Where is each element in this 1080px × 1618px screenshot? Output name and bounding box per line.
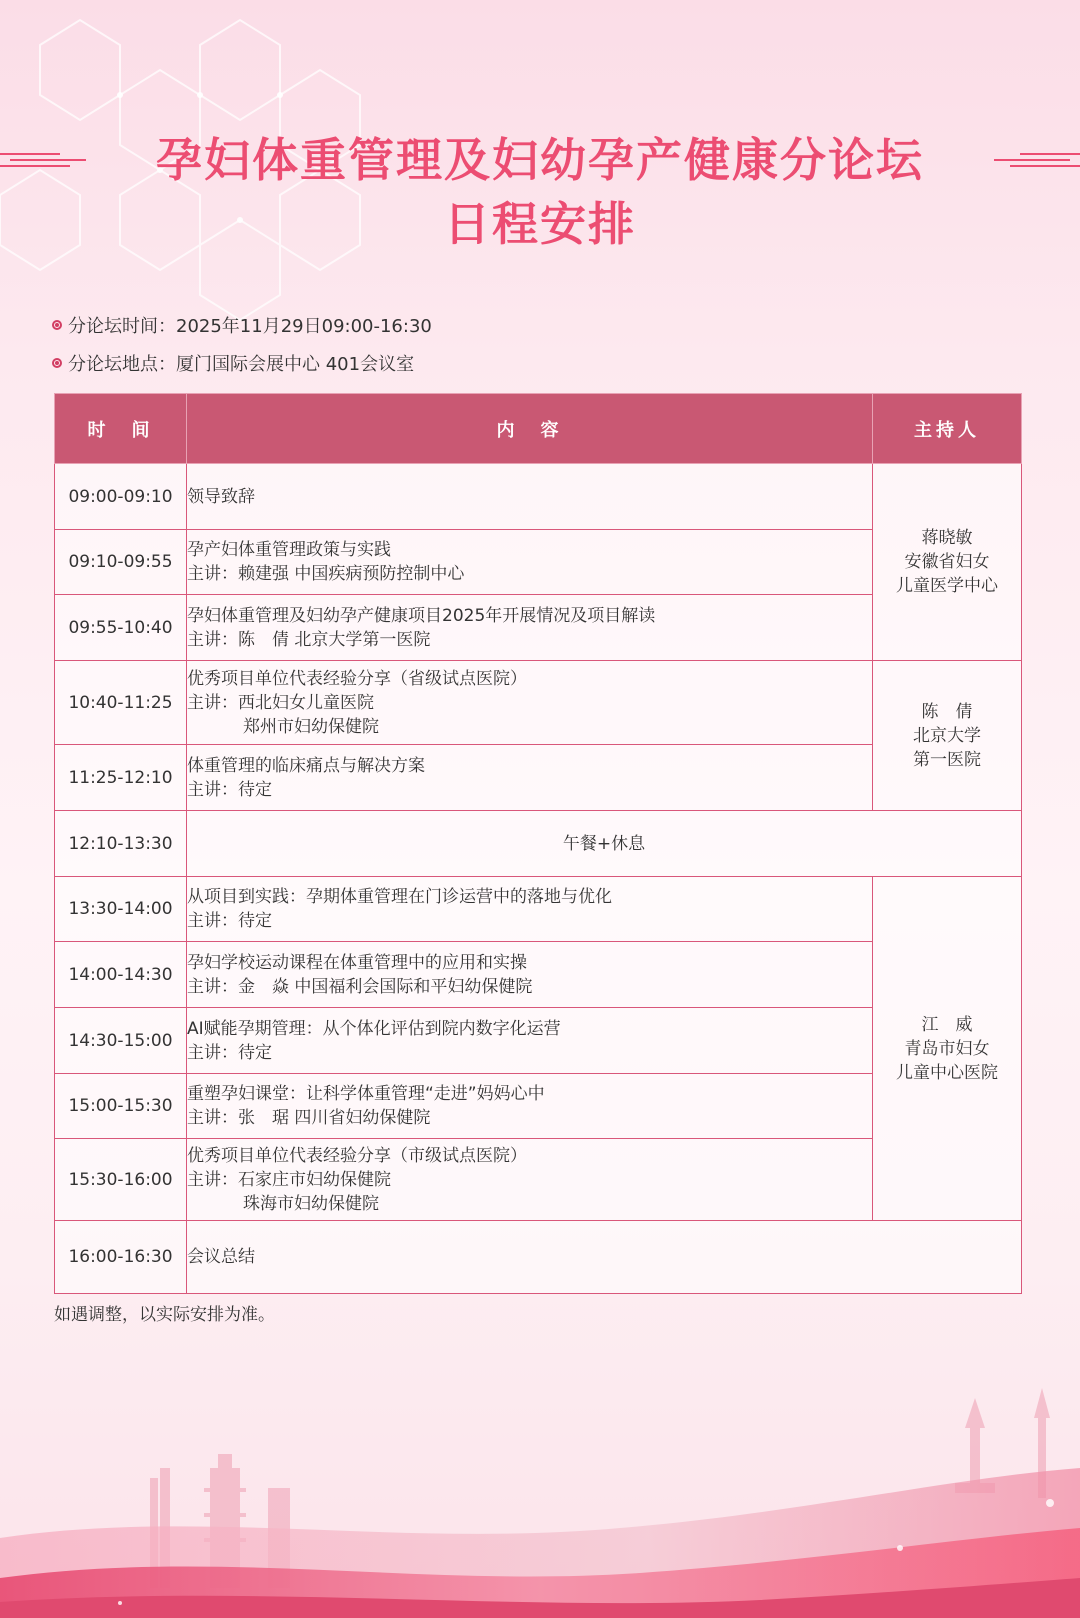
header-content: 内 容 [187, 394, 873, 464]
city-skyline-wave-decoration [0, 1388, 1080, 1618]
title-line-1: 孕妇体重管理及妇幼孕产健康分论坛 [156, 133, 924, 187]
table-row [55, 661, 1022, 745]
session-speaker: 主讲：待定 [187, 779, 272, 800]
session-content [187, 530, 873, 595]
forum-place-row [52, 344, 432, 382]
table-row [55, 877, 1022, 942]
session-title: 孕妇学校运动课程在体重管理中的应用和实操 [187, 952, 527, 973]
bullet-icon [52, 358, 62, 368]
session-time: 13:30-14:00 [55, 877, 187, 942]
adjustment-note: 如遇调整，以实际安排为准。 [54, 1305, 275, 1325]
session-time: 10:40-11:25 [55, 661, 187, 745]
session-title: 孕产妇体重管理政策与实践 [187, 540, 391, 560]
title-line-2: 日程安排 [444, 197, 636, 251]
forum-time-label: 分论坛时间： [68, 316, 176, 337]
host-name: 江 威 [921, 1014, 973, 1035]
host-cell-2 [873, 661, 1022, 811]
host-cell-1 [873, 464, 1022, 661]
header-time: 时 间 [55, 394, 187, 464]
session-speaker: 主讲：西北妇女儿童医院 [187, 692, 374, 713]
schedule-table [54, 393, 1022, 1294]
session-content [187, 595, 873, 661]
session-speaker-extra: 珠海市妇幼保健院 [243, 1193, 379, 1214]
session-speaker: 主讲：张 琚 四川省妇幼保健院 [187, 1108, 431, 1128]
session-time: 15:30-16:00 [55, 1139, 187, 1221]
session-speaker: 主讲：待定 [187, 911, 272, 931]
session-content [187, 661, 873, 745]
table-row [55, 464, 1022, 530]
table-header-row [55, 394, 1022, 464]
session-speaker: 主讲：待定 [187, 1042, 272, 1063]
forum-time-row [52, 306, 432, 344]
session-speaker: 主讲：金 焱 中国福利会国际和平妇幼保健院 [187, 976, 533, 997]
session-title: 会议总结 [187, 1247, 255, 1267]
host-cell-3 [873, 877, 1022, 1221]
session-title: 优秀项目单位代表经验分享（市级试点医院） [187, 1145, 527, 1166]
session-time: 14:00-14:30 [55, 942, 187, 1008]
session-title: AI赋能孕期管理：从个体化评估到院内数字化运营 [187, 1018, 561, 1039]
host-org: 青岛市妇女 [904, 1038, 990, 1059]
forum-place-label: 分论坛地点： [68, 354, 176, 375]
session-content [187, 1221, 1022, 1294]
session-title: 优秀项目单位代表经验分享（省级试点医院） [187, 668, 527, 689]
session-time: 09:55-10:40 [55, 595, 187, 661]
session-time: 09:00-09:10 [55, 464, 187, 530]
host-name: 陈 倩 [921, 701, 973, 722]
host-org: 安徽省妇女 [904, 552, 990, 572]
session-time: 16:00-16:30 [55, 1221, 187, 1294]
session-content [187, 942, 873, 1008]
bullet-icon [52, 320, 62, 330]
session-title: 体重管理的临床痛点与解决方案 [187, 755, 425, 776]
forum-info [52, 306, 432, 382]
session-title: 孕妇体重管理及妇幼孕产健康项目2025年开展情况及项目解读 [187, 605, 656, 626]
session-time: 09:10-09:55 [55, 530, 187, 595]
lunch-break: 午餐+休息 [187, 811, 1022, 877]
session-content [187, 745, 873, 811]
session-content [187, 464, 873, 530]
header-host: 主持人 [873, 394, 1022, 464]
session-speaker: 主讲：赖建强 中国疾病预防控制中心 [187, 564, 465, 584]
session-time: 12:10-13:30 [55, 811, 187, 877]
session-time: 15:00-15:30 [55, 1074, 187, 1139]
forum-time-value: 2025年11月29日09:00-16:30 [176, 316, 432, 337]
session-content [187, 1139, 873, 1221]
session-content [187, 1074, 873, 1139]
session-speaker: 主讲：陈 倩 北京大学第一医院 [187, 629, 431, 650]
host-org: 儿童中心医院 [896, 1062, 998, 1083]
session-title: 重塑孕妇课堂：让科学体重管理“走进”妈妈心中 [187, 1084, 545, 1104]
session-time: 11:25-12:10 [55, 745, 187, 811]
session-title: 从项目到实践：孕期体重管理在门诊运营中的落地与优化 [187, 887, 612, 907]
table-row [55, 811, 1022, 877]
session-content [187, 1008, 873, 1074]
session-content [187, 877, 873, 942]
page-title [0, 128, 1080, 256]
host-org: 第一医院 [913, 749, 981, 770]
host-org: 北京大学 [913, 725, 981, 746]
session-title: 领导致辞 [187, 486, 255, 507]
forum-place-value: 厦门国际会展中心 401会议室 [176, 354, 415, 375]
session-time: 14:30-15:00 [55, 1008, 187, 1074]
table-row [55, 1221, 1022, 1294]
host-org: 儿童医学中心 [896, 576, 998, 596]
session-speaker: 主讲：石家庄市妇幼保健院 [187, 1169, 391, 1190]
session-speaker-extra: 郑州市妇幼保健院 [243, 716, 379, 737]
host-name: 蒋晓敏 [921, 528, 973, 548]
